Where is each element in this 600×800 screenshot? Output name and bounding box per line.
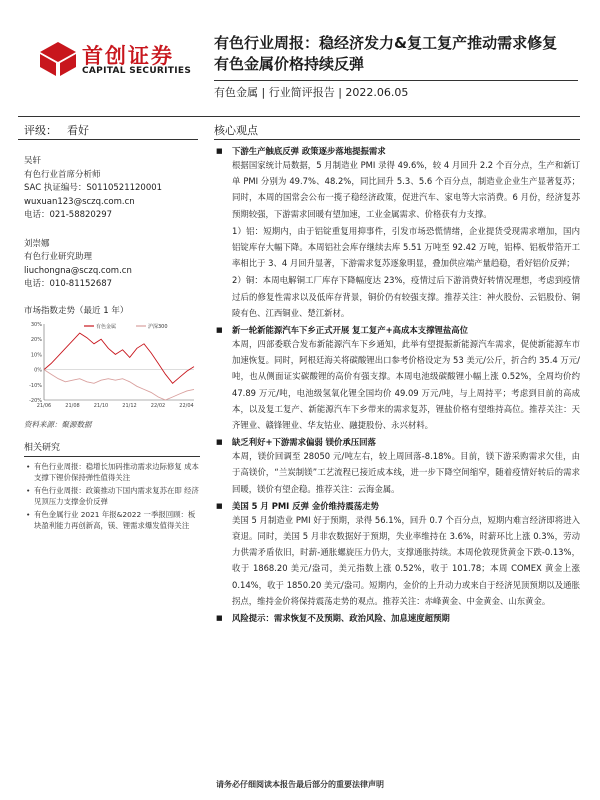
left-column-divider <box>18 139 198 140</box>
analyst-email[interactable]: wuxuan123@sczq.com.cn <box>24 196 135 207</box>
company-logo <box>40 38 210 80</box>
analyst-title: 有色行业研究助理 <box>24 252 93 262</box>
chart-y-tick-label: 20% <box>30 337 42 344</box>
chart-plot <box>24 316 200 412</box>
section-paragraph: 根据国家统计局数据，5 月制造业 PMI 录得 49.6%，较 4 月回升 2.2 个百分点，生产和新订单 PMI 分别为 49.7%、48.2%，同比回升 5.3、5.6 个百分点，制造业企业生产显著复苏；同时，本周的国常会公布一揽子稳经济政策，促进汽车、家电等大宗消费。6 月份，经济复苏预期较强，下游需求回暖有望加速，工业金属需求、价格获有力支撑。 <box>232 160 580 219</box>
core-views-title: 核心观点 <box>214 124 258 137</box>
chart-x-tick-label: 21/12 <box>122 403 137 409</box>
section-paragraph: 美国 5 月制造业 PMI 好于预期，录得 56.1%，回升 0.7 个百分点，短期内难言经济即将进入衰退。同时，美国 5 月非农数据好于预期，失业率维持在 3.6%，时薪环比上涨 0.3%，劳动力供需矛盾依旧，时薪-通胀螺旋压力仍大，支撑通胀持续。本周伦敦现货黄金下跌-0.13%，收于 1868.20 美元/盎司，美元指数上涨 0.52%，收于 101.78；本周 COMEX 黄金上涨 0.14%，收于 1850.20 美元/盎司。短期内，金价的上升动力或来自于经济见顶预期以及通胀拐点，维持金价将保持震荡走势的观点。推荐关注：赤峰黄金、中金黄金、山东黄金。 <box>232 514 580 606</box>
analyst-phone: 电话：010-81152687 <box>24 279 113 289</box>
analyst-card <box>24 155 200 223</box>
chart-y-tick-label: 0% <box>34 367 42 374</box>
report-meta: 有色金属 | 行业简评报告 | 2022.06.05 <box>214 86 409 99</box>
section-heading-risk: ■ 风险提示：需求恢复不及预期、政治风险、加息速度超预期 <box>214 612 580 624</box>
rating <box>24 122 89 138</box>
chart-y-tick-label: 10% <box>30 352 42 359</box>
chart-y-tick-label: -20% <box>29 398 42 404</box>
chart-title: 市场指数走势（最近 1 年） <box>24 306 129 316</box>
chart-legend-label: 沪深300 <box>148 324 168 330</box>
chart-x-tick-label: 22/04 <box>179 403 194 409</box>
chart-legend-label: 有色金属 <box>96 324 117 330</box>
analyst-email[interactable]: liuchongna@sczq.com.cn <box>24 265 132 276</box>
analyst-title: 有色行业首席分析师 <box>24 169 101 180</box>
analyst-phone: 电话：021-58820297 <box>24 210 113 220</box>
rating-label: 评级： <box>24 124 57 137</box>
related-research-title: 相关研究 <box>24 440 200 457</box>
section-paragraph: 2）铜：本周电解铜工厂库存下降幅度达 23%，疫情过后下游消费好转情况理想，考虑到疫情过后的修复性需求以及低库存背景，铜价仍有较强支撑。推荐关注：神火股份、云铝股份、铜陵有色、江西铜业、楚江新材。 <box>232 275 580 318</box>
page-divider <box>18 116 580 117</box>
logo-name-en: CAPITAL SECURITIES <box>82 66 192 76</box>
section-heading-magnesium: ■ 缺乏利好+下游需求偏弱 镁价承压回落 <box>214 436 580 448</box>
report-title <box>214 33 584 75</box>
chart-y-tick-label: -10% <box>29 382 42 389</box>
section-heading-lithium: ■ 新一轮新能源汽车下乡正式开展 复工复产+高成本支撑锂盐高位 <box>214 324 580 336</box>
logo-name-cn: 首创证券 <box>82 44 174 68</box>
chart-x-tick-label: 21/06 <box>36 403 52 409</box>
related-research-item[interactable]: • 有色金属行业 2021 年报&2022 一季报回顾：板块盈利能力再创新高，镁、锂需求爆发值得关注 <box>24 509 200 531</box>
section-heading-base-metals: ■ 下游生产触底反弹 政策逐步落地提振需求 <box>214 145 580 157</box>
header-divider <box>214 80 578 81</box>
related-research <box>24 440 200 533</box>
analyst-info <box>24 155 200 307</box>
chart-y-tick-label: 30% <box>30 322 42 328</box>
right-column-divider <box>214 139 580 140</box>
related-research-item[interactable]: • 有色行业周报：稳增长加码推动需求边际修复 成本支撑下锂价保持弹性值得关注 <box>24 461 200 483</box>
chart-source: 资料来源：聚源数据 <box>24 420 92 429</box>
chart-x-tick-label: 21/10 <box>93 403 109 409</box>
chart-x-tick-label: 21/08 <box>65 403 80 409</box>
related-research-item[interactable]: • 有色行业周报：政策推动下国内需求复苏在即 经济见顶压力支撑金价反弹 <box>24 485 200 507</box>
chart-series-line <box>44 333 194 383</box>
capital-securities-logo-icon <box>40 42 76 76</box>
analyst-name: 刘崇娜 <box>24 238 50 249</box>
section-heading-gold: ■ 美国 5 月 PMI 反弹 金价维持震荡走势 <box>214 500 580 512</box>
core-views-content <box>214 145 580 624</box>
section-paragraph: 本周，四部委联合发布新能源汽车下乡通知，此举有望提振新能源汽车需求，促使新能源车市加速恢复。同时，阿根廷海关将碳酸锂出口参考价格设定为 53 美元/公斤，折合约 35.4 万元/吨，也从侧面证实碳酸锂的高价有强支撑。本周电池级碳酸锂小幅上涨 0.52%，全周均价约 47.89 万元/吨，电池级氢氧化锂全国均价 49.09 万元/吨，与上周持平；考虑到目前的高成本，以及复工复产、新能源汽车下乡带来的需求复苏，锂盐价格有望维持高位。推荐关注：天齐锂业、赣锋锂业、华友钴业、融捷股份、永兴材料。 <box>232 339 580 431</box>
chart-series-line <box>44 370 194 400</box>
rating-value: 看好 <box>67 124 89 137</box>
analyst-name: 吴轩 <box>24 156 42 166</box>
analyst-cert: SAC 执证编号：S0110521120001 <box>24 183 163 193</box>
legal-disclaimer: 请务必仔细阅读本报告最后部分的重要法律声明 <box>216 780 384 789</box>
analyst-card <box>24 238 200 292</box>
section-paragraph: 1）铝：短期内，由于铝锭重复用抑事件，引发市场恐慌情绪，企业提货受现需求增加，国内铝锭库存大幅下降。本周铝社会库存继续去库 5.51 万吨至 92.42 万吨，铝棒、铝板带箔开工率相比于 3、4 月回升显著，下游需求复苏逐象明显，叠加供应端产量趋稳，看好铝价反弹； <box>232 225 580 269</box>
market-index-chart <box>24 304 200 430</box>
chart-x-tick-label: 22/02 <box>150 403 166 409</box>
report-title-line-1: 有色行业周报：稳经济发力&复工复产推动需求修复 <box>214 34 558 52</box>
report-title-line-2: 有色金属价格持续反弹 <box>214 55 365 73</box>
section-paragraph: 本周，镁价回调至 28050 元/吨左右，较上周回落-8.18%。目前，镁下游采购需求欠佳，由于高镁价，“兰炭制镁”工艺流程已接近成本线，进一步下降空间缩窄，随着疫情好转后的需求回暖，镁价有望企稳。推荐关注：云海金属。 <box>232 451 580 494</box>
